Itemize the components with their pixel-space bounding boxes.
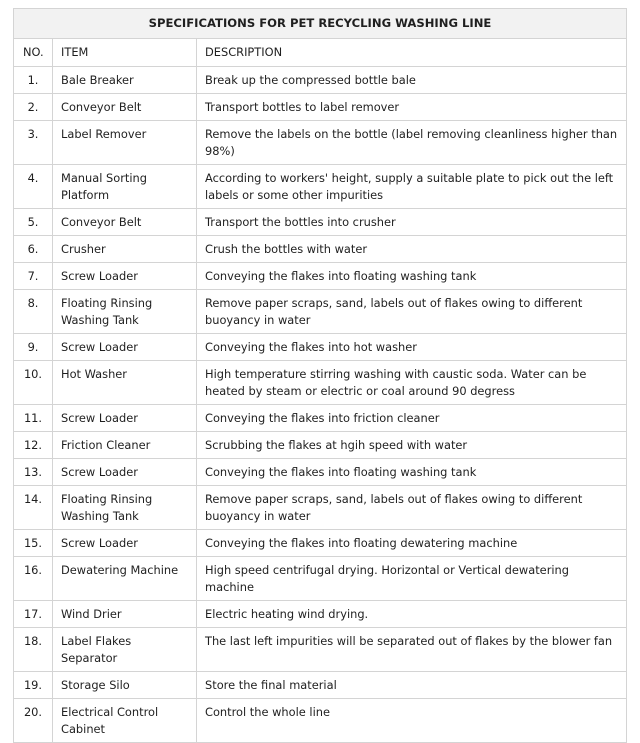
table-row xyxy=(14,67,627,94)
table-row xyxy=(14,165,627,209)
row-description: Crush the bottles with water xyxy=(197,236,627,263)
row-number: 19. xyxy=(14,672,53,699)
row-item: Storage Silo xyxy=(53,672,197,699)
row-description: Electric heating wind drying. xyxy=(197,601,627,628)
row-number: 2. xyxy=(14,94,53,121)
row-number: 16. xyxy=(14,557,53,601)
row-item: Friction Cleaner xyxy=(53,432,197,459)
table-row xyxy=(14,405,627,432)
row-item: Screw Loader xyxy=(53,530,197,557)
row-number: 9. xyxy=(14,334,53,361)
table-body xyxy=(14,67,627,743)
row-item: Label Remover xyxy=(53,121,197,165)
header-description: DESCRIPTION xyxy=(197,39,627,67)
row-description: Transport the bottles into crusher xyxy=(197,209,627,236)
table-row xyxy=(14,672,627,699)
table-row xyxy=(14,699,627,743)
row-number: 20. xyxy=(14,699,53,743)
row-number: 11. xyxy=(14,405,53,432)
specifications-table xyxy=(13,8,627,743)
table-row xyxy=(14,236,627,263)
row-number: 7. xyxy=(14,263,53,290)
row-item: Dewatering Machine xyxy=(53,557,197,601)
row-item: Manual Sorting Platform xyxy=(53,165,197,209)
row-description: Remove paper scraps, sand, labels out of flakes owing to different buoyancy in water xyxy=(197,486,627,530)
row-number: 3. xyxy=(14,121,53,165)
row-item: Screw Loader xyxy=(53,459,197,486)
row-number: 4. xyxy=(14,165,53,209)
table-row xyxy=(14,557,627,601)
row-description: Transport bottles to label remover xyxy=(197,94,627,121)
row-description: Scrubbing the flakes at hgih speed with water xyxy=(197,432,627,459)
row-description: Remove paper scraps, sand, labels out of flakes owing to different buoyancy in water xyxy=(197,290,627,334)
table-row xyxy=(14,601,627,628)
row-item: Bale Breaker xyxy=(53,67,197,94)
row-item: Label Flakes Separator xyxy=(53,628,197,672)
row-description: Store the final material xyxy=(197,672,627,699)
table-row xyxy=(14,432,627,459)
table-row xyxy=(14,94,627,121)
table-row xyxy=(14,209,627,236)
row-description: Conveying the flakes into friction cleaner xyxy=(197,405,627,432)
row-description: High temperature stirring washing with caustic soda. Water can be heated by steam or electric or coal around 90 degress xyxy=(197,361,627,405)
row-number: 12. xyxy=(14,432,53,459)
table-row xyxy=(14,486,627,530)
row-number: 5. xyxy=(14,209,53,236)
row-description: Remove the labels on the bottle (label removing cleanliness higher than 98%) xyxy=(197,121,627,165)
row-number: 14. xyxy=(14,486,53,530)
row-item: Crusher xyxy=(53,236,197,263)
row-item: Screw Loader xyxy=(53,334,197,361)
row-description: Break up the compressed bottle bale xyxy=(197,67,627,94)
row-description: High speed centrifugal drying. Horizontal or Vertical dewatering machine xyxy=(197,557,627,601)
row-item: Electrical Control Cabinet xyxy=(53,699,197,743)
table-row xyxy=(14,361,627,405)
row-number: 6. xyxy=(14,236,53,263)
row-item: Floating Rinsing Washing Tank xyxy=(53,486,197,530)
row-item: Screw Loader xyxy=(53,405,197,432)
table-title: SPECIFICATIONS FOR PET RECYCLING WASHING LINE xyxy=(14,9,627,39)
row-description: Conveying the flakes into floating dewatering machine xyxy=(197,530,627,557)
table-row xyxy=(14,121,627,165)
row-description: Conveying the flakes into hot washer xyxy=(197,334,627,361)
row-item: Conveyor Belt xyxy=(53,94,197,121)
row-item: Screw Loader xyxy=(53,263,197,290)
table-row xyxy=(14,263,627,290)
table-row xyxy=(14,290,627,334)
table-row xyxy=(14,459,627,486)
table-header-row xyxy=(14,39,627,67)
row-item: Wind Drier xyxy=(53,601,197,628)
row-number: 8. xyxy=(14,290,53,334)
row-item: Conveyor Belt xyxy=(53,209,197,236)
table-row xyxy=(14,334,627,361)
row-description: Conveying the flakes into floating washing tank xyxy=(197,263,627,290)
row-number: 17. xyxy=(14,601,53,628)
table-row xyxy=(14,628,627,672)
row-description: Control the whole line xyxy=(197,699,627,743)
row-number: 10. xyxy=(14,361,53,405)
row-description: Conveying the flakes into floating washing tank xyxy=(197,459,627,486)
row-item: Floating Rinsing Washing Tank xyxy=(53,290,197,334)
table-row xyxy=(14,530,627,557)
header-no: NO. xyxy=(14,39,53,67)
row-number: 1. xyxy=(14,67,53,94)
row-description: The last left impurities will be separated out of flakes by the blower fan xyxy=(197,628,627,672)
table-title-row xyxy=(14,9,627,39)
row-item: Hot Washer xyxy=(53,361,197,405)
header-item: ITEM xyxy=(53,39,197,67)
row-number: 15. xyxy=(14,530,53,557)
row-number: 18. xyxy=(14,628,53,672)
row-description: According to workers' height, supply a suitable plate to pick out the left labels or some other impurities xyxy=(197,165,627,209)
row-number: 13. xyxy=(14,459,53,486)
